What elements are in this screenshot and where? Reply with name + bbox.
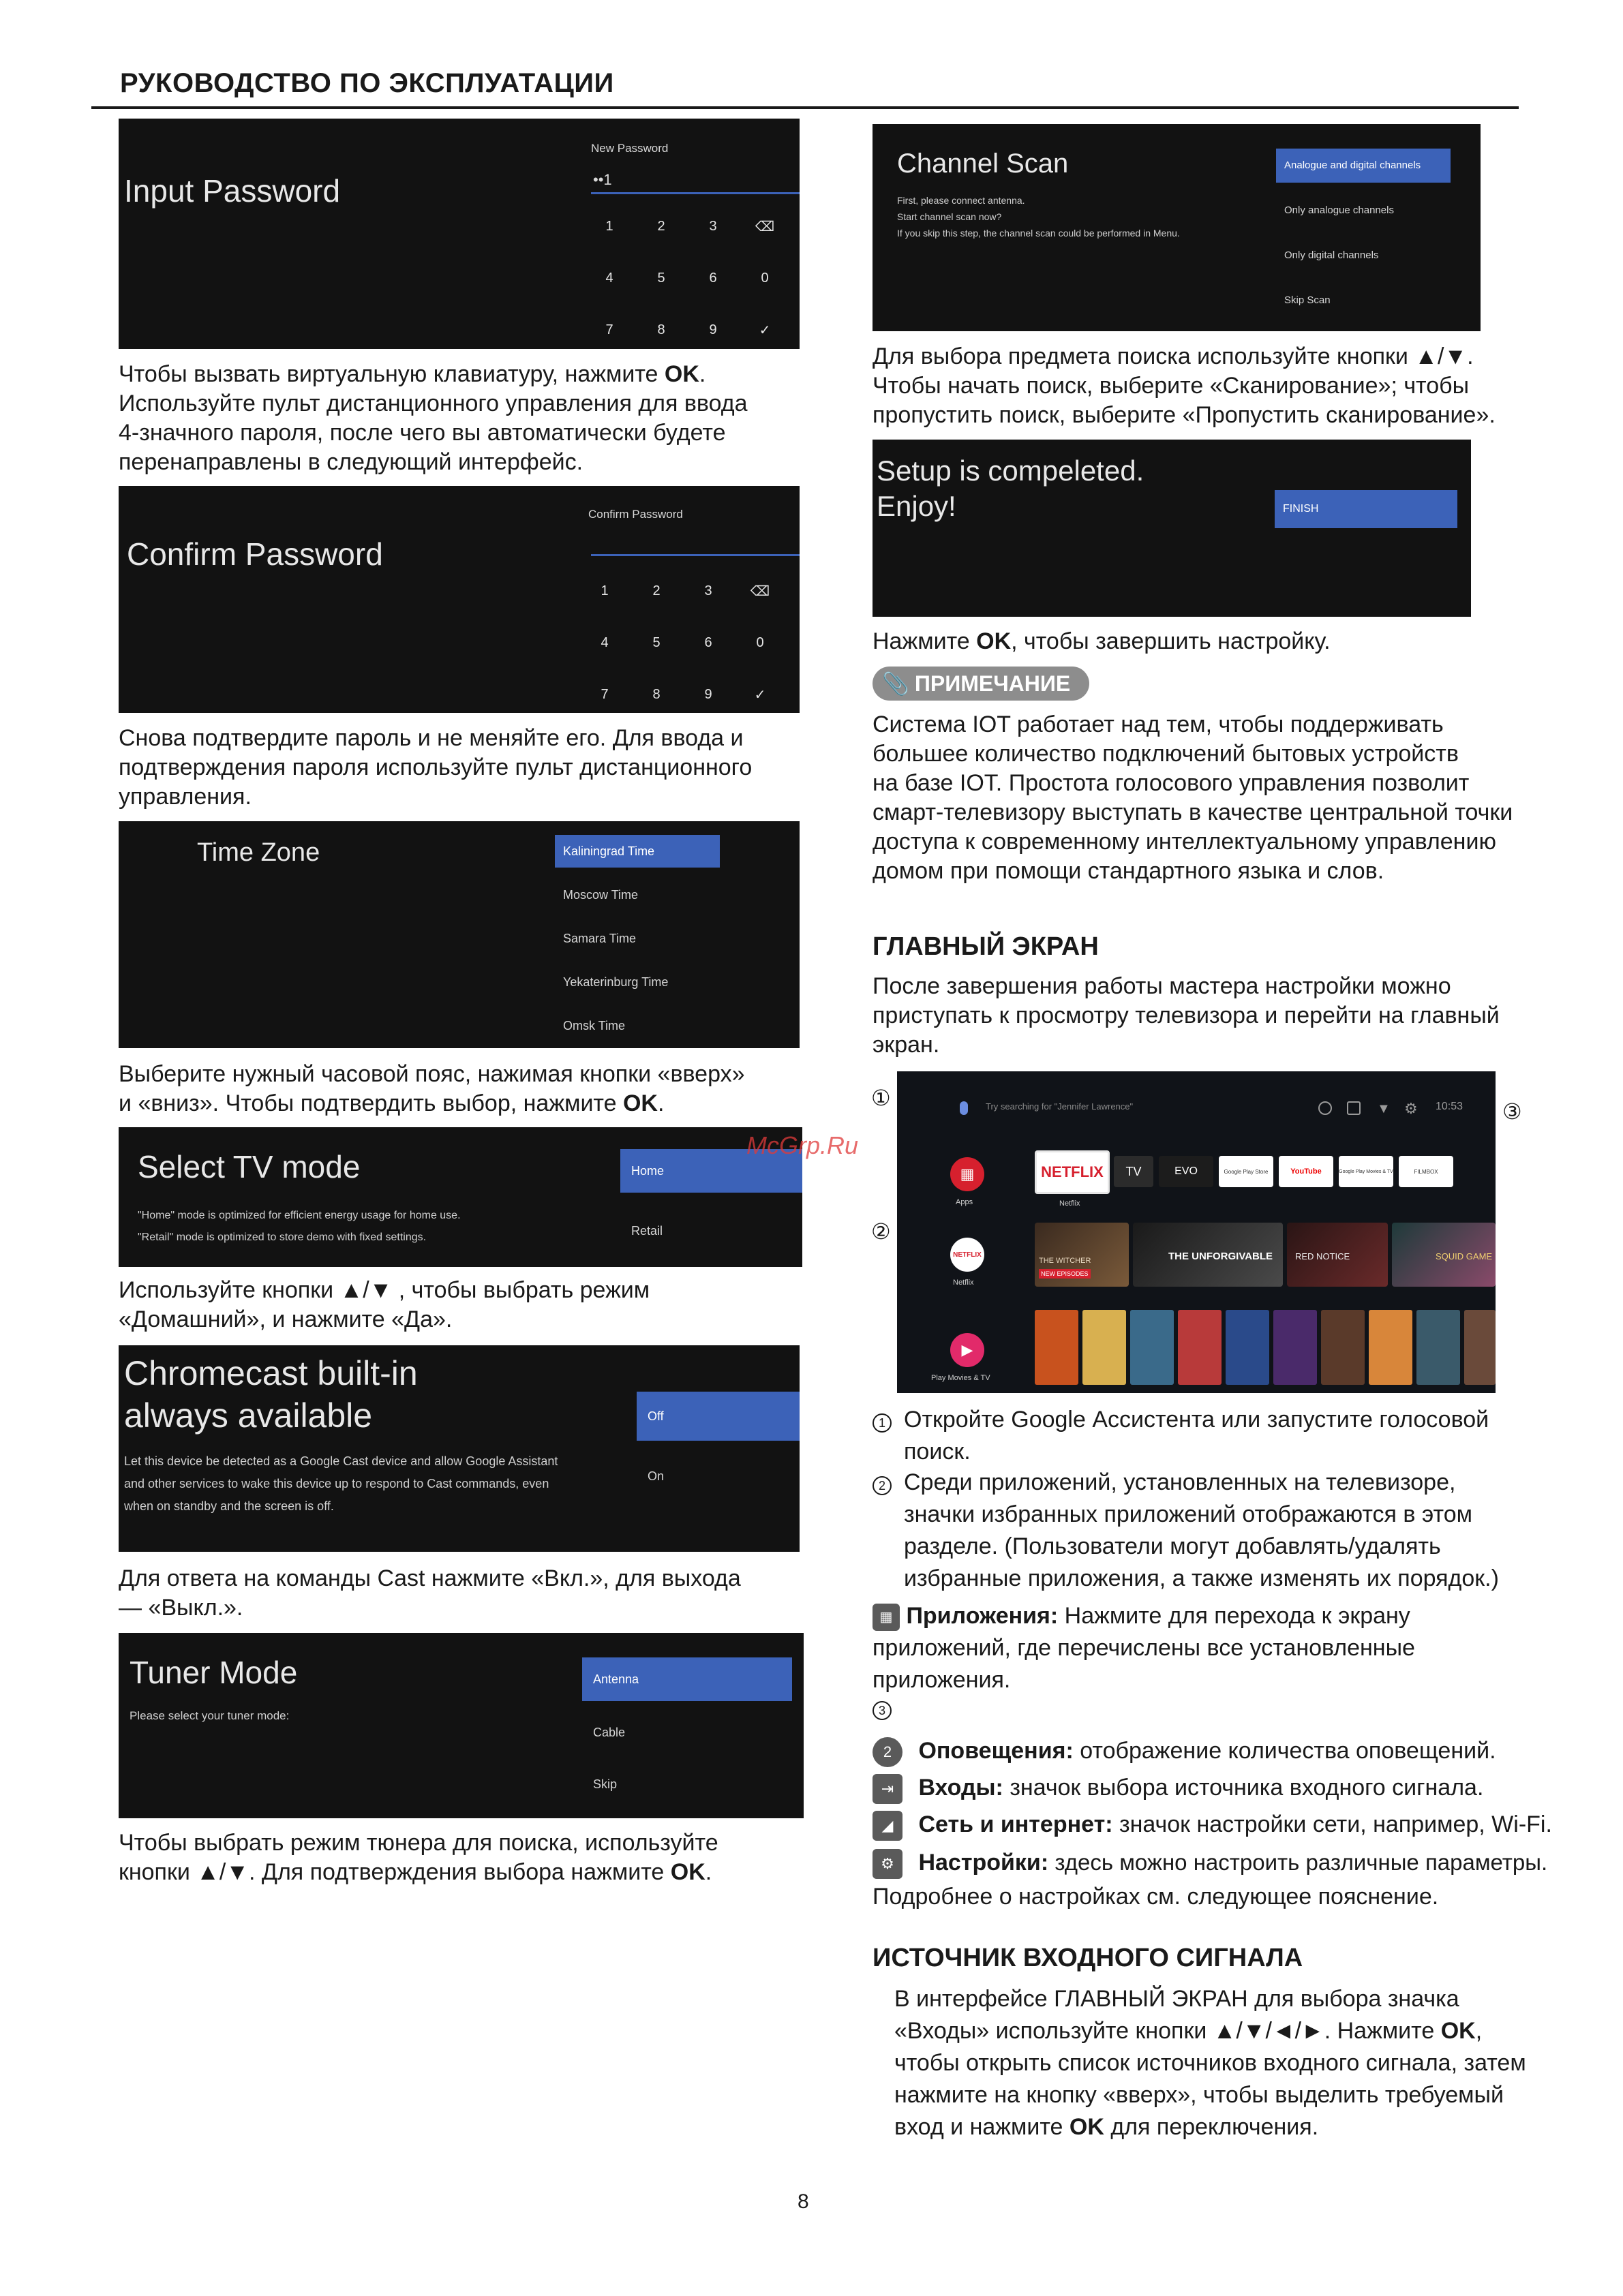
channel-scan-desc-1: First, please connect antenna. bbox=[897, 195, 1025, 206]
movie-poster[interactable] bbox=[1082, 1310, 1126, 1385]
movie-poster[interactable] bbox=[1035, 1310, 1078, 1385]
key-0[interactable]: 0 bbox=[756, 634, 764, 650]
callout-2: ② bbox=[871, 1219, 891, 1244]
option-kaliningrad-time[interactable]: Kaliningrad Time bbox=[555, 835, 720, 868]
password-field-label: New Password bbox=[591, 142, 669, 155]
virtual-keypad bbox=[579, 565, 786, 713]
check-icon[interactable]: ✓ bbox=[759, 322, 771, 338]
home-screen bbox=[897, 1071, 1496, 1393]
setup-completed-screen bbox=[873, 440, 1471, 617]
movie-poster[interactable] bbox=[1226, 1310, 1269, 1385]
watermark: McGrp.Ru bbox=[746, 1131, 859, 1159]
option-only-analogue[interactable]: Only analogue channels bbox=[1284, 204, 1394, 216]
option-samara-time[interactable]: Samara Time bbox=[563, 932, 637, 945]
new-episodes-badge: NEW EPISODES bbox=[1039, 1269, 1091, 1279]
item-1: 1 Откройте Google Ассистента или запустите голосовой поиск. bbox=[873, 1404, 1554, 1436]
key-5[interactable]: 5 bbox=[652, 634, 661, 650]
finish-button[interactable]: FINISH bbox=[1275, 490, 1457, 528]
key-8[interactable]: 8 bbox=[657, 322, 665, 337]
option-only-digital[interactable]: Only digital channels bbox=[1284, 249, 1379, 261]
apps-row-label: Apps bbox=[956, 1198, 973, 1206]
option-skip[interactable]: Skip bbox=[593, 1777, 618, 1791]
wifi-icon[interactable]: ▼ bbox=[1377, 1101, 1391, 1116]
netflix-tile-caption: Netflix bbox=[1059, 1199, 1080, 1208]
paragraph-tv-mode: Используйте кнопки ▲/▼ , чтобы выбрать режим «Домашний», и нажмите «Да». bbox=[119, 1277, 650, 1332]
confirm-field-underline bbox=[591, 554, 800, 556]
paragraph-time-zone: Выберите нужный часовой пояс, нажимая кнопки «вверх» и «вниз». Чтобы подтвердить выбор, нажмите OK. bbox=[119, 1061, 745, 1116]
option-analogue-and-digital[interactable]: Analogue and digital channels bbox=[1276, 149, 1451, 183]
settings-explanation: ⚙ Настройки: здесь можно настроить различные параметры. Подробнее о настройках см. следующее пояснение. bbox=[873, 1850, 1548, 1910]
app-tile-tv[interactable]: TV bbox=[1114, 1156, 1153, 1187]
tuner-mode-screen bbox=[119, 1633, 804, 1818]
screen-title: Select TV mode bbox=[138, 1149, 361, 1184]
option-on[interactable]: On bbox=[648, 1469, 665, 1483]
paragraph-chromecast: Для ответа на команды Cast нажмите «Вкл.», для выхода — «Выкл.». bbox=[119, 1565, 741, 1621]
option-retail[interactable]: Retail bbox=[631, 1224, 663, 1238]
header-divider bbox=[91, 106, 1519, 109]
search-hint[interactable]: Try searching for "Jennifer Lawrence" bbox=[986, 1101, 1134, 1112]
tv-mode-screen bbox=[119, 1127, 802, 1267]
retail-mode-description: "Retail" mode is optimized to store demo with fixed settings. bbox=[138, 1231, 427, 1243]
paragraph-finish: Нажмите OK, чтобы завершить настройку. bbox=[873, 628, 1331, 654]
screen-title: Channel Scan bbox=[897, 149, 1069, 179]
screen-title: Input Password bbox=[124, 173, 341, 209]
apps-explanation: ▦ Приложения: Нажмите для перехода к экрану приложений, где перечислены все установленные приложения. bbox=[873, 1603, 1415, 1693]
option-omsk-time[interactable]: Omsk Time bbox=[563, 1019, 626, 1032]
apps-icon[interactable]: ▦ bbox=[950, 1157, 984, 1191]
play-movies-icon[interactable]: ▶ bbox=[950, 1333, 984, 1367]
heading-input-source: ИСТОЧНИК ВХОДНОГО СИГНАЛА bbox=[873, 1944, 1303, 1972]
home-mode-description: "Home" mode is optimized for efficient energy usage for home use. bbox=[138, 1210, 461, 1221]
inputs-icon[interactable] bbox=[1347, 1101, 1361, 1115]
tuner-mode-description: Please select your tuner mode: bbox=[130, 1709, 290, 1722]
chromecast-description: Let this device be detected as a Google Cast device and allow Google Assistant and other services to wake this device up to respond to Cast commands, even when on standby and the screen is off. bbox=[124, 1454, 558, 1513]
page-header-title: РУКОВОДСТВО ПО ЭКСПЛУАТАЦИИ bbox=[120, 68, 614, 98]
paragraph-home-screen: После завершения работы мастера настройки можно приступать к просмотру телевизора и перейти на главный экран. bbox=[873, 973, 1500, 1058]
channel-scan-desc-3: If you skip this step, the channel scan could be performed in Menu. bbox=[897, 228, 1180, 239]
callout-3: ③ bbox=[1502, 1099, 1522, 1124]
screen-title: Time Zone bbox=[197, 838, 320, 867]
paragraph-input-source: В интерфейсе ГЛАВНЫЙ ЭКРАН для выбора значка «Входы» используйте кнопки ▲/▼/◄/►. Нажмите OK, чтобы открыть список источников входного сигнала, затем нажмите на кнопку «вверх», чтобы выделить требуемый вход и нажмите OK для переключения. bbox=[894, 1986, 1526, 2140]
key-4[interactable]: 4 bbox=[601, 634, 609, 650]
note-label: ПРИМЕЧАНИЕ bbox=[914, 671, 1071, 696]
apps-grid-icon: ▦ bbox=[873, 1604, 900, 1631]
option-moscow-time[interactable]: Moscow Time bbox=[563, 888, 639, 902]
app-tile-play-movies[interactable]: Google Play Movies & TV bbox=[1339, 1156, 1393, 1187]
password-field-underline bbox=[591, 192, 800, 194]
input-password-screen bbox=[119, 119, 800, 349]
key-3[interactable]: 3 bbox=[709, 218, 717, 234]
notifications-count-icon: 2 bbox=[873, 1737, 902, 1767]
chromecast-title-line2: always available bbox=[124, 1396, 373, 1435]
confirm-field-label: Confirm Password bbox=[588, 508, 683, 521]
netflix-channel-icon[interactable]: NETFLIX bbox=[950, 1238, 984, 1272]
check-icon[interactable]: ✓ bbox=[754, 687, 766, 703]
paragraph-confirm-password: Снова подтвердите пароль и не меняйте его. Для ввода и подтверждения пароля используйте пульт дистанционного управления. bbox=[119, 725, 753, 810]
key-1[interactable]: 1 bbox=[601, 583, 609, 598]
backspace-icon[interactable]: ⌫ bbox=[755, 219, 775, 234]
inputs-explanation: ⇥ Входы: значок выбора источника входного сигнала. bbox=[873, 1771, 1554, 1805]
movie-poster[interactable] bbox=[1369, 1310, 1412, 1385]
key-5[interactable]: 5 bbox=[657, 270, 665, 286]
page-number: 8 bbox=[798, 2190, 809, 2213]
key-7[interactable]: 7 bbox=[605, 322, 613, 337]
virtual-keypad bbox=[583, 200, 791, 349]
key-2[interactable]: 2 bbox=[657, 218, 665, 234]
note-paragraph: Система IOT работает над тем, чтобы поддерживать большее количество подключений бытовых устройств на базе IOT. Простота голосового управления позволит смарт-телевизору выступать в качестве центральной точки доступа к современному интеллектуальному управлению домом при помощи стандартного языка и слов. bbox=[873, 711, 1513, 884]
key-4[interactable]: 4 bbox=[605, 270, 613, 286]
wifi-icon: ◢ bbox=[873, 1811, 902, 1841]
note-badge bbox=[873, 667, 1089, 701]
item-2: 2 Среди приложений, установленных на телевизоре, значки избранных приложений отображаются в этом разделе. (Пользователи могут добавлять/удалять избранные приложения, а также изменять их порядок.) bbox=[873, 1467, 1554, 1499]
settings-icon[interactable]: ⚙ bbox=[1404, 1100, 1418, 1117]
mic-icon[interactable] bbox=[960, 1101, 968, 1115]
number-1-icon: 1 bbox=[873, 1413, 892, 1433]
callout-3-list-marker bbox=[873, 1701, 892, 1720]
key-9[interactable]: 9 bbox=[704, 686, 712, 702]
movie-poster[interactable] bbox=[1416, 1310, 1460, 1385]
channel-scan-screen bbox=[873, 124, 1481, 331]
option-skip-scan[interactable]: Skip Scan bbox=[1284, 294, 1331, 306]
clock: 10:53 bbox=[1436, 1101, 1463, 1112]
settings-gear-icon: ⚙ bbox=[873, 1849, 902, 1879]
key-9[interactable]: 9 bbox=[709, 322, 717, 337]
app-tile-netflix[interactable]: NETFLIX bbox=[1035, 1150, 1110, 1194]
callout-1: ① bbox=[871, 1086, 891, 1110]
password-field-value: ••1 bbox=[593, 171, 612, 188]
unforgivable-title: THE UNFORGIVABLE bbox=[1168, 1251, 1273, 1262]
app-tile-evo[interactable]: EVO bbox=[1159, 1156, 1213, 1187]
key-6[interactable]: 6 bbox=[704, 634, 712, 650]
chromecast-title-line1: Chromecast built-in bbox=[124, 1354, 418, 1392]
option-off[interactable]: Off bbox=[637, 1392, 800, 1441]
option-home[interactable]: Home bbox=[620, 1149, 802, 1193]
network-explanation: ◢ Сеть и интернет: значок настройки сети, например, Wi-Fi. bbox=[873, 1807, 1554, 1841]
movie-poster[interactable] bbox=[1130, 1310, 1174, 1385]
key-6[interactable]: 6 bbox=[709, 270, 717, 286]
setup-completed-line2: Enjoy! bbox=[877, 490, 956, 522]
key-0[interactable]: 0 bbox=[761, 270, 769, 286]
play-movies-row-label: Play Movies & TV bbox=[931, 1374, 990, 1382]
red-notice-title: RED NOTICE bbox=[1295, 1251, 1350, 1261]
chromecast-screen bbox=[119, 1345, 800, 1552]
confirm-password-screen bbox=[119, 486, 800, 713]
app-tile-youtube[interactable]: YouTube bbox=[1279, 1156, 1333, 1187]
time-zone-screen bbox=[119, 821, 800, 1048]
paragraph-tuner-mode: Чтобы выбрать режим тюнера для поиска, используйте кнопки ▲/▼. Для подтверждения выбора нажмите OK. bbox=[119, 1830, 718, 1885]
witcher-title: THE WITCHER bbox=[1039, 1257, 1091, 1265]
movie-poster[interactable] bbox=[1321, 1310, 1365, 1385]
option-antenna[interactable]: Antenna bbox=[582, 1657, 792, 1701]
option-cable[interactable]: Cable bbox=[593, 1726, 626, 1739]
number-2-icon: 2 bbox=[873, 1476, 892, 1495]
key-2[interactable]: 2 bbox=[652, 583, 661, 598]
key-7[interactable]: 7 bbox=[601, 686, 609, 702]
channel-scan-desc-2: Start channel scan now? bbox=[897, 211, 1002, 222]
notifications-explanation: 2 Оповещения: отображение количества оповещений. bbox=[873, 1734, 1554, 1768]
app-tile-filmbox[interactable]: FILMBOX bbox=[1399, 1156, 1453, 1187]
number-3-icon: 3 bbox=[873, 1701, 892, 1720]
squid-game-title: SQUID GAME bbox=[1436, 1251, 1493, 1261]
key-8[interactable]: 8 bbox=[652, 686, 661, 702]
screen-title: Confirm Password bbox=[127, 536, 383, 572]
setup-completed-line1: Setup is compeleted. bbox=[877, 455, 1144, 487]
paragraph-channel-scan: Для выбора предмета поиска используйте кнопки ▲/▼. Чтобы начать поиск, выберите «Сканирование»; чтобы пропустить поиск, выберите «Пропустить сканирование». bbox=[873, 343, 1496, 428]
backspace-icon[interactable]: ⌫ bbox=[750, 583, 770, 599]
notifications-icon[interactable] bbox=[1318, 1101, 1332, 1115]
paperclip-icon: 📎 bbox=[882, 671, 909, 696]
key-3[interactable]: 3 bbox=[704, 583, 712, 598]
key-1[interactable]: 1 bbox=[605, 218, 613, 234]
movie-poster[interactable] bbox=[1464, 1310, 1496, 1385]
option-yekaterinburg-time[interactable]: Yekaterinburg Time bbox=[563, 975, 669, 989]
app-tile-play-store[interactable]: Google Play Store bbox=[1219, 1156, 1273, 1187]
movie-poster[interactable] bbox=[1178, 1310, 1222, 1385]
screen-title: Tuner Mode bbox=[130, 1655, 298, 1690]
movie-poster[interactable] bbox=[1273, 1310, 1317, 1385]
paragraph-input-password: Чтобы вызвать виртуальную клавиатуру, нажмите OK. Используйте пульт дистанционного управления для ввода 4-значного пароля, после чего вы автоматически будете перенаправлены в следующий интерфейс. bbox=[119, 361, 748, 475]
inputs-icon: ⇥ bbox=[873, 1774, 902, 1804]
netflix-row-label: Netflix bbox=[953, 1279, 974, 1287]
heading-home-screen: ГЛАВНЫЙ ЭКРАН bbox=[873, 932, 1099, 961]
